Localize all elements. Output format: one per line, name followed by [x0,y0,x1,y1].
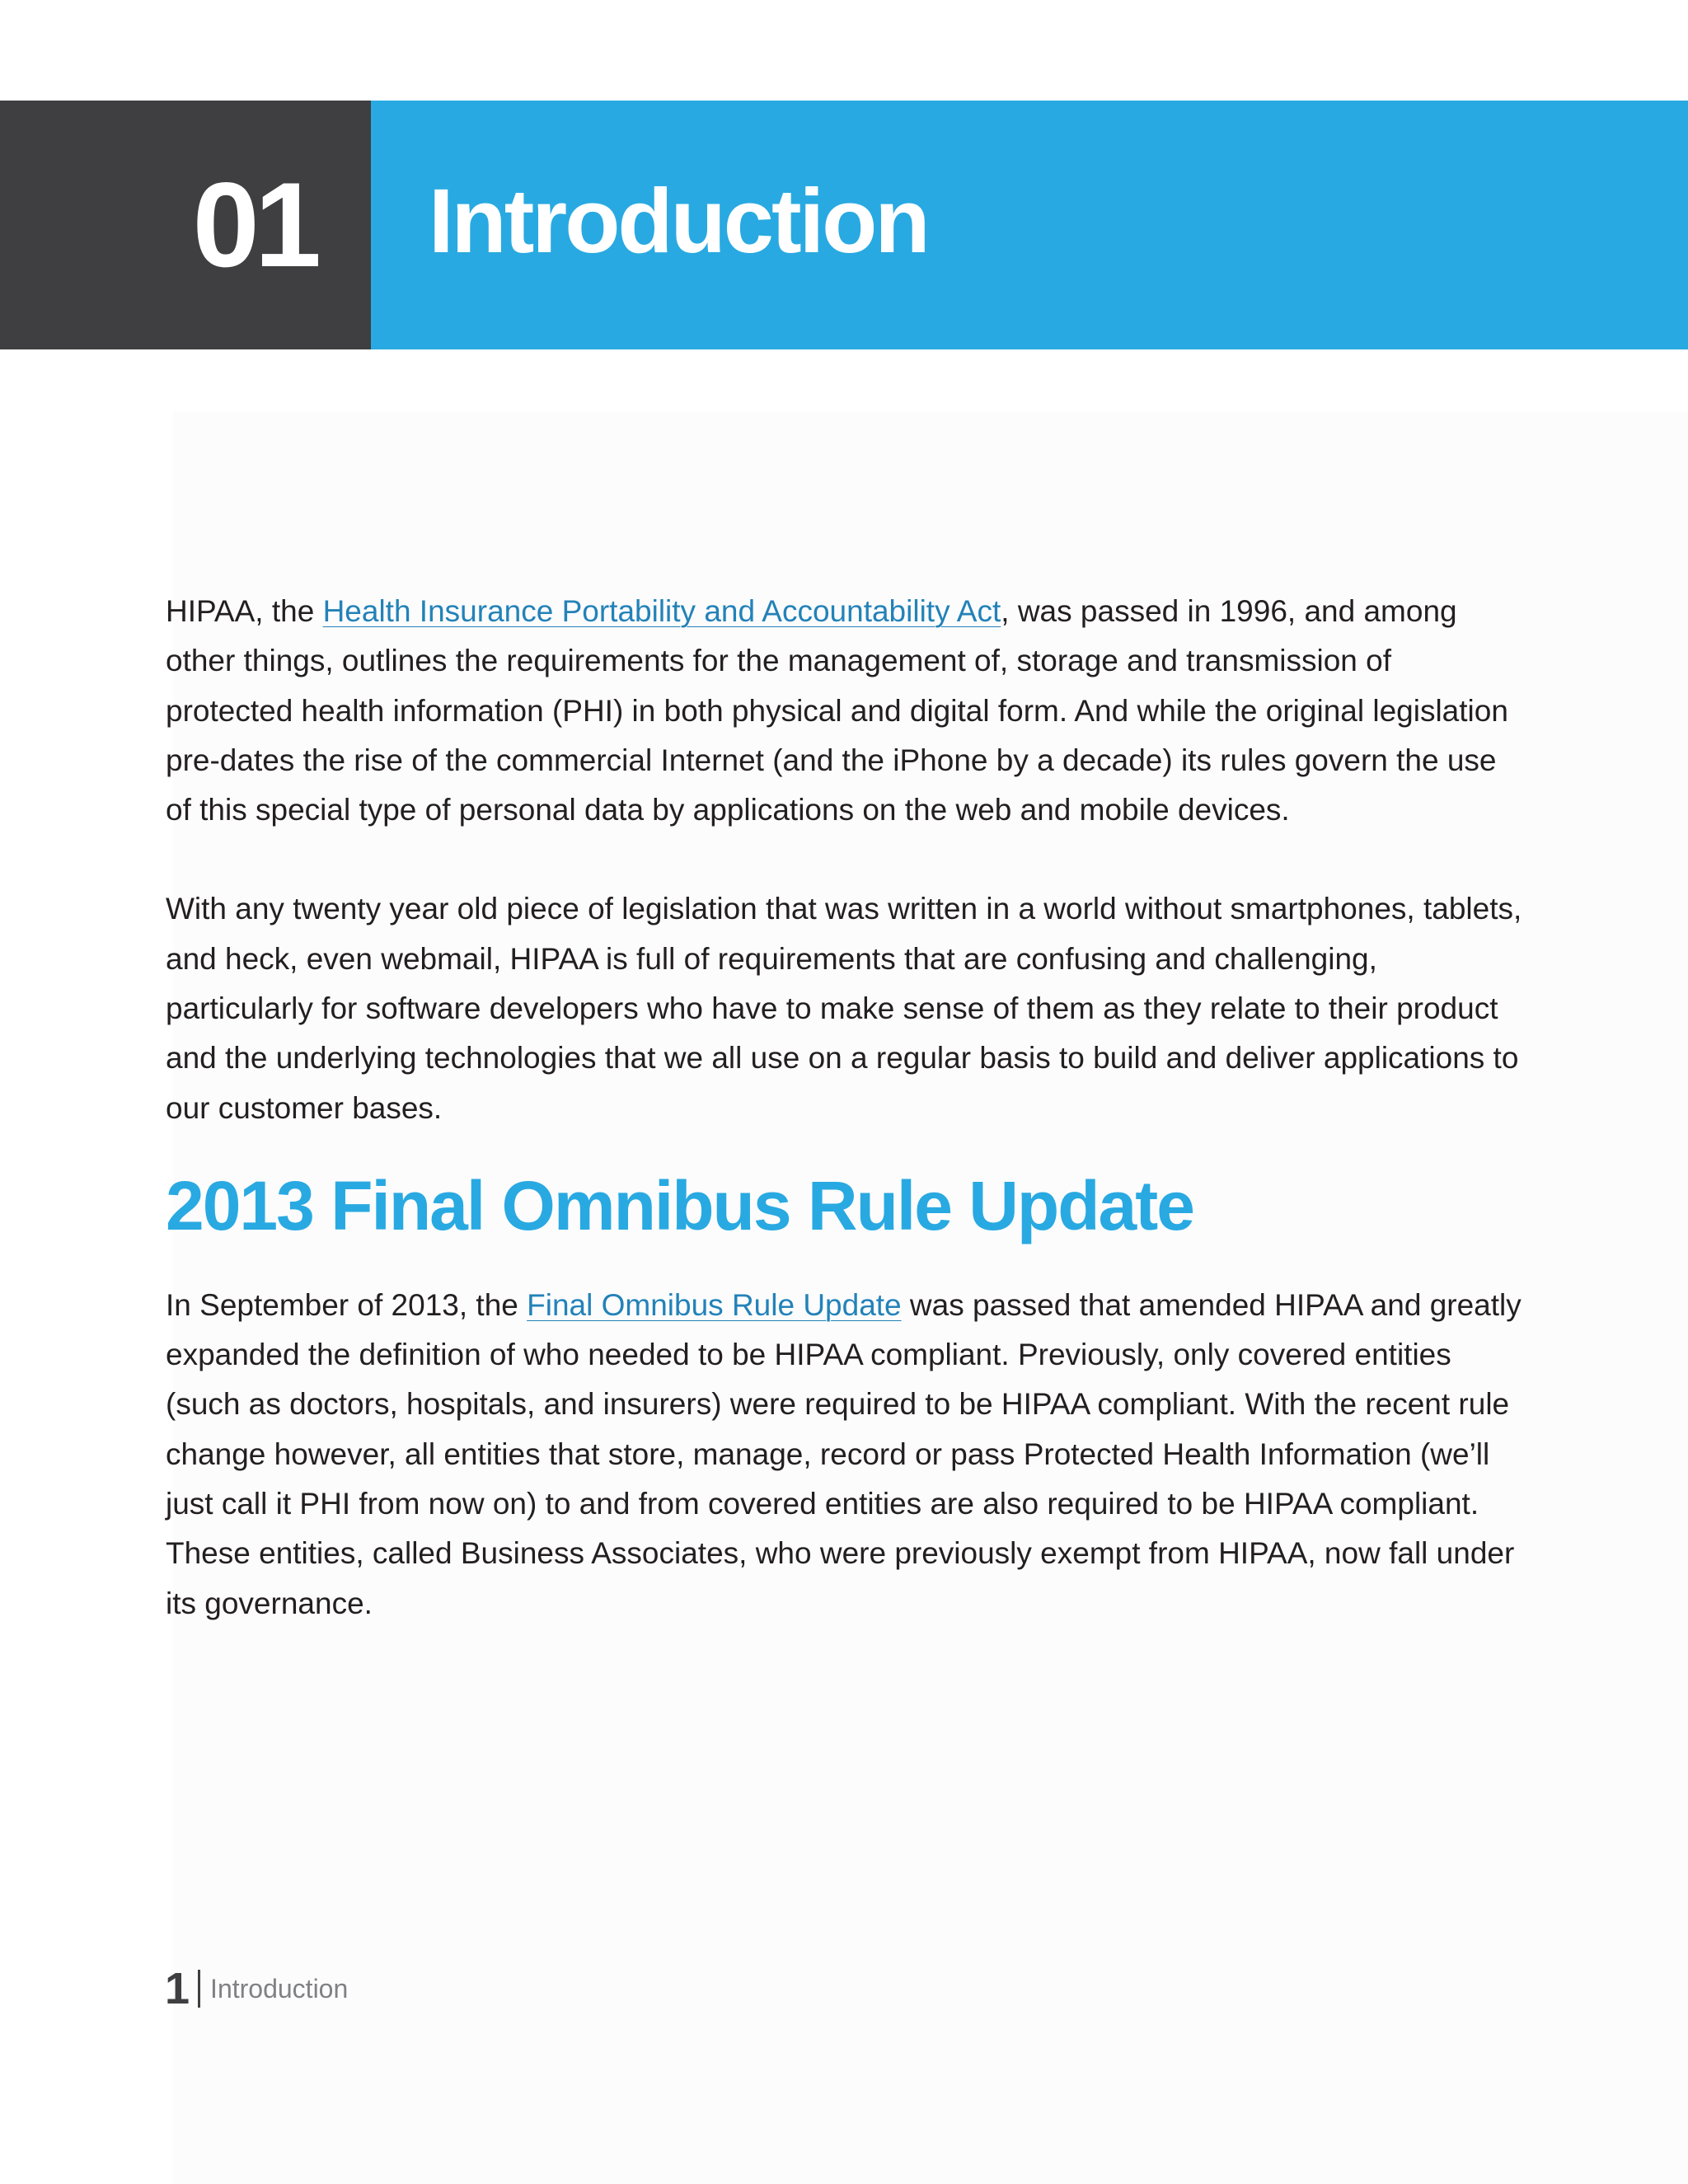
legislation-paragraph: With any twenty year old piece of legislation that was written in a world without smartphones, tablets, and heck, even webmail, HIPAA is full of requirements that are confusing and challenging, particularly for software developers who have to make sense of them as they relate to their product and the underlying technologies that we all use on a regular basis to build and deliver applications to our customer bases. [166,892,1522,1125]
intro-text-end: , was passed in 1996, and among other things, outlines the requirements for the management of, storage and transmission of protected health information (PHI) in both physical and digital form. And while the original legislation pre-dates the rise of the commercial Internet (and the iPhone by a decade) its rules govern the use of this special type of personal data by applications on the web and mobile devices. [166,594,1508,827]
chapter-number-box [0,101,371,349]
omnibus-text-start: In September of 2013, the [166,1287,528,1322]
omnibus-rule-link[interactable]: Final Omnibus Rule Update [527,1287,902,1322]
omnibus-text-end: was passed that amended HIPAA and greatly expanded the definition of who needed to be HIPAA compliant. Previously, only covered entities (such as doctors, hospitals, and insurers) were required to be HIPAA compliant. With the recent rule change however, all entities that store, manage, record or pass Protected Health Information (we’ll just call it PHI from now on) to and from covered entities are also required to be HIPAA compliant. These entities, called Business Associates, who were previously exempt from HIPAA, now fall under its governance. [166,1287,1522,1620]
hipaa-act-link[interactable]: Health Insurance Portability and Accountability Act [322,594,1001,628]
intro-text-start: HIPAA, the [166,594,323,628]
page-footer [165,1966,348,2012]
page-number: 1 [165,1964,190,2013]
chapter-number: 01 [192,157,316,292]
chapter-title: Introduction [429,171,928,272]
chapter-title-box [371,101,1688,349]
omnibus-paragraph [166,1281,1526,1629]
main-content [166,587,1526,1629]
section-heading: 2013 Final Omnibus Rule Update [166,1166,1193,1244]
footer-divider [198,1970,200,2008]
chapter-banner [0,101,1688,349]
intro-paragraph [166,587,1526,835]
footer-section-label: Introduction [210,1974,349,2004]
